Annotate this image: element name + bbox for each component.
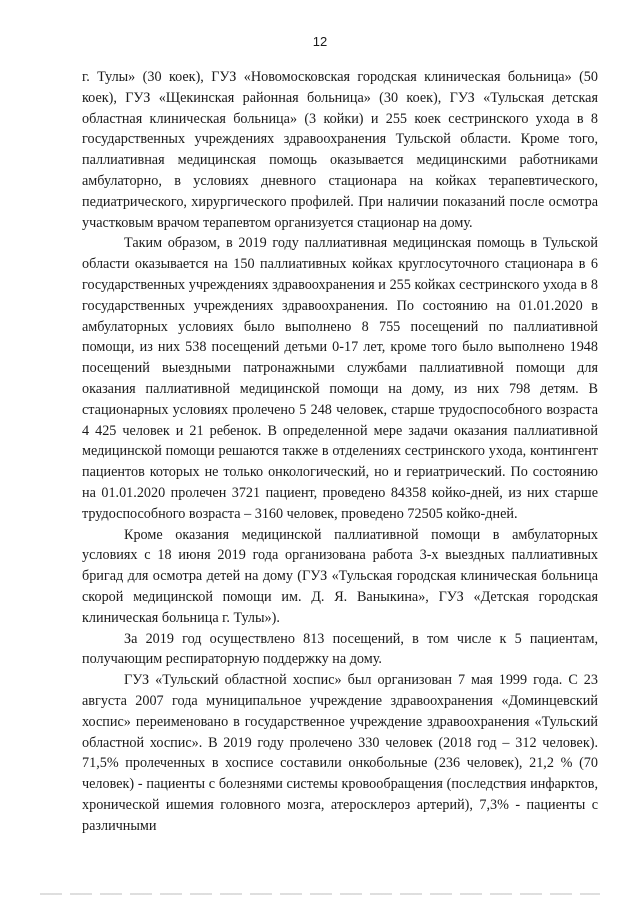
paragraph-hospital-beds: г. Тулы» (30 коек), ГУЗ «Новомосковская городская клиническая больница» (50 коек), ГУЗ «Щекинская районная больница» (30 коек), ГУЗ «Тульская детская областная клиническая больница» (3 койки) и 255 коек сестринского ухода в 8 государственных учреждениях здравоохранения Тульской области. Кроме того, паллиативная медицинская помощь оказывается медицинскими работниками амбулаторно, в условиях дневного стационара на койках терапевтического, педиатрического, хирургического профилей. При наличии показаний после осмотра участковым врачом терапевтом организуется стационар на дому. [82,69,598,231]
paragraph-visits: За 2019 год осуществлено 813 посещений, в том числе к 5 пациентам, получающим респираторную поддержку на дому. [82,630,598,668]
page-number: 12 [312,34,328,49]
paragraph-hospice: ГУЗ «Тульский областной хоспис» был организован 7 мая 1999 года. С 23 августа 2007 года муниципальное учреждение здравоохранения «Доминцевский хоспис» переименовано в государственное учреждение здравоохранения «Тульский областной хоспис». В 2019 году пролечено 330 человек (2018 год – 312 человек). 71,5% пролеченных в хосписе составили онкобольные (236 человек), 21,2 % (70 человек) - пациенты с болезнями системы кровообращения (последствия инфарктов, хронической ишемия головного мозга, атеросклероз артерий), 7,3% - пациенты с различными [82,672,598,834]
paragraph-mobile-teams: Кроме оказания медицинской паллиативной помощи в амбулаторных условиях с 18 июня 2019 года организована работа 3-х выездных паллиативных бригад для осмотра детей на дому (ГУЗ «Тульская городская клиническая больница скорой медицинской помощи им. Д. Я. Ваныкина», ГУЗ «Детская городская клиническая больница г. Тулы»). [82,526,598,626]
scan-footer-artifact [40,893,600,895]
document-body [82,67,598,836]
paragraph-palliative-summary: Таким образом, в 2019 году паллиативная медицинская помощь в Тульской области оказывается на 150 паллиативных койках круглосуточного стационара в 6 государственных учреждениях здравоохранения и 255 койках сестринского ухода в 8 государственных учреждениях здравоохранения. По состоянию на 01.01.2020 в амбулаторных условиях было выполнено 8 755 посещений по паллиативной помощи, из них 538 посещений детьми 0-17 лет, кроме того было выполнено 1948 посещений выездными патронажными службами паллиативной помощи для оказания паллиативной медицинской помощи на дому, из них 798 детям. В стационарных условиях пролечено 5 248 человек, старше трудоспособного возраста 4 425 человек и 21 ребенок. В определенной мере задачи оказания паллиативной медицинской помощи решаются также в отделениях сестринского ухода, контингент пациентов которых не только онкологический, но и гериатрический. По состоянию на 01.01.2020 пролечен 3721 пациент, проведено 84358 койко-дней, из них старше трудоспособного возраста – 3160 человек, проведено 72505 койко-дней. [82,235,598,522]
